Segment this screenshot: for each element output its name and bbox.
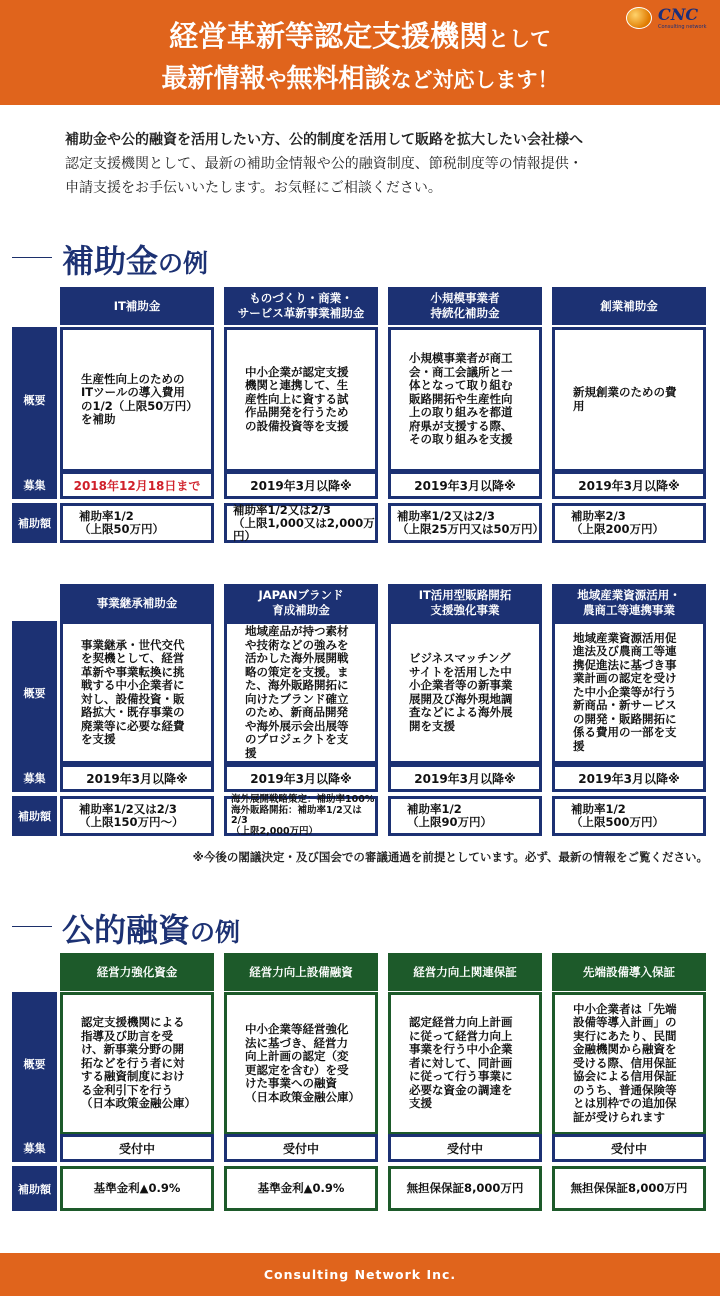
col-header: 経営力向上設備融資	[224, 953, 378, 991]
subsidy-table-1	[12, 287, 715, 543]
amount-cell: 基準金利▲0.9%	[60, 1166, 214, 1211]
recruit-cell: 受付中	[388, 1134, 542, 1162]
subsidy-section-title: 補助金の例	[12, 236, 292, 278]
amount-cell: 補助率1/2 （上限50万円）	[60, 503, 214, 543]
row-label-overview: 概要	[12, 992, 57, 1135]
overview-cell: 中小企業が認定支援機関と連携して、生産性向上に資する試作品開発を行うための設備投資等を支援	[224, 327, 378, 472]
row-label-recruit: 募集	[12, 471, 57, 499]
col-header: 小規模事業者 持続化補助金	[388, 287, 542, 325]
subsidy-table-2	[12, 584, 715, 838]
row-label-amount: 補助額	[12, 1166, 57, 1211]
overview-cell: 中小企業者は「先端設備等導入計画」の実行にあたり、民間金融機関から融資を受ける際、信用保証協会による信用保証のうち、普通保険等とは別枠での追加保証が受けられます	[552, 992, 706, 1135]
header-banner	[0, 0, 720, 105]
amount-cell: 無担保保証8,000万円	[552, 1166, 706, 1211]
row-label-amount: 補助額	[12, 796, 57, 836]
cnc-orb-icon	[626, 7, 652, 29]
amount-cell: 補助率2/3 （上限200万円）	[552, 503, 706, 543]
recruit-cell: 2019年3月以降※	[60, 764, 214, 792]
row-label-recruit: 募集	[12, 1134, 57, 1162]
overview-cell: 認定経営力向上計画に従って経営力向上事業を行う中小企業者に対して、同計画に従って行う事業に必要な資金の調達を支援	[388, 992, 542, 1135]
col-header: 経営力向上関連保証	[388, 953, 542, 991]
col-header: 創業補助金	[552, 287, 706, 325]
recruit-cell: 2019年3月以降※	[224, 471, 378, 499]
col-header: IT補助金	[60, 287, 214, 325]
overview-cell: 地域産品が持つ素材や技術などの強みを活かした海外展開戦略の策定を支援。また、海外販路開拓に向けたブランド確立のため、新商品開発や海外展示会出展等のプロジェクトを支援	[224, 621, 378, 764]
amount-cell: 補助率1/2又は2/3 （上限25万円又は50万円）	[388, 503, 542, 543]
loan-table	[12, 953, 715, 1211]
col-header: IT活用型販路開拓 支援強化事業	[388, 584, 542, 622]
headline-1: 経営革新等認定支援機関として	[168, 19, 551, 53]
amount-cell: 無担保保証8,000万円	[388, 1166, 542, 1211]
recruit-cell: 受付中	[60, 1134, 214, 1162]
intro-text: 補助金や公的融資を活用したい方、公的制度を活用して販路を拡大したい会社様へ 認定支援機関として、最新の補助金情報や公的融資制度、節税制度等の情報提供・ 申請支援をお手伝いいたします。お気軽にご相談ください。	[65, 132, 583, 196]
amount-cell: 補助率1/2 （上限90万円）	[388, 796, 542, 836]
recruit-cell: 受付中	[224, 1134, 378, 1162]
amount-cell: 補助率1/2又は2/3 （上限1,000又は2,000万円）	[224, 503, 378, 543]
col-header: 地域産業資源活用・ 農商工等連携事業	[552, 584, 706, 622]
row-label-amount: 補助額	[12, 503, 57, 543]
row-label-overview: 概要	[12, 327, 57, 472]
recruit-cell: 2019年3月以降※	[552, 471, 706, 499]
recruit-cell: 受付中	[552, 1134, 706, 1162]
overview-cell: 事業継承・世代交代を契機として、経営革新や事業転換に挑戦する中小企業者に対し、設備投資・販路拡大・既存事業の廃業等に必要な経費を支援	[60, 621, 214, 764]
recruit-cell: 2018年12月18日まで	[60, 471, 214, 499]
overview-cell: 生産性向上のためのITツールの導入費用の1/2（上限50万円）を補助	[60, 327, 214, 472]
row-label-recruit: 募集	[12, 764, 57, 792]
overview-cell: 認定支援機関による指導及び助言を受け、新事業分野の開拓などを行う者に対する融資制度における金利引下を行う（日本政策金融公庫）	[60, 992, 214, 1135]
row-label-overview: 概要	[12, 621, 57, 764]
disclaimer-note: ※今後の閣議決定・及び国会での審議通過を前提としています。必ず、最新の情報をご覧ください。	[192, 850, 708, 864]
overview-cell: 中小企業等経営強化法に基づき、経営力向上計画の認定（変更認定を含む）を受けた事業への融資（日本政策金融公庫）	[224, 992, 378, 1135]
overview-cell: 小規模事業者が商工会・商工会議所と一体となって取り組む販路開拓や生産性向上の取り組みを都道府県が支援する際、その取り組みを支援	[388, 327, 542, 472]
col-header: 経営力強化資金	[60, 953, 214, 991]
headline-2: 最新情報や無料相談など対応します！	[161, 64, 559, 94]
footer-bar: Consulting Network Inc.	[0, 1253, 720, 1296]
recruit-cell: 2019年3月以降※	[388, 764, 542, 792]
col-header: 事業継承補助金	[60, 584, 214, 622]
recruit-cell: 2019年3月以降※	[224, 764, 378, 792]
overview-cell: ビジネスマッチングサイトを活用した中小企業者等の新事業展開及び海外現地調査などによる海外展開を支援	[388, 621, 542, 764]
recruit-cell: 2019年3月以降※	[552, 764, 706, 792]
cnc-logo: CNC Consulting network	[626, 4, 712, 34]
amount-cell: 補助率1/2又は2/3 （上限150万円〜）	[60, 796, 214, 836]
title-rule	[12, 257, 52, 258]
amount-cell: 補助率1/2 （上限500万円）	[552, 796, 706, 836]
recruit-cell: 2019年3月以降※	[388, 471, 542, 499]
amount-cell: 海外展開戦略策定：補助率100% 海外販路開拓：補助率1/2又は2/3 （上限2,000万円）	[224, 796, 378, 836]
amount-cell: 基準金利▲0.9%	[224, 1166, 378, 1211]
loan-section-title: 公的融資の例	[12, 905, 292, 947]
overview-cell: 地域産業資源活用促進法及び農商工等連携促進法に基づき事業計画の認定を受けた中小企業等が行う新商品・新サービスの開発・販路開拓に係る費用の一部を支援	[552, 621, 706, 764]
col-header: 先端設備導入保証	[552, 953, 706, 991]
col-header: ものづくり・商業・ サービス革新事業補助金	[224, 287, 378, 325]
overview-cell: 新規創業のための費用	[552, 327, 706, 472]
col-header: JAPANブランド 育成補助金	[224, 584, 378, 622]
title-rule	[12, 926, 52, 927]
